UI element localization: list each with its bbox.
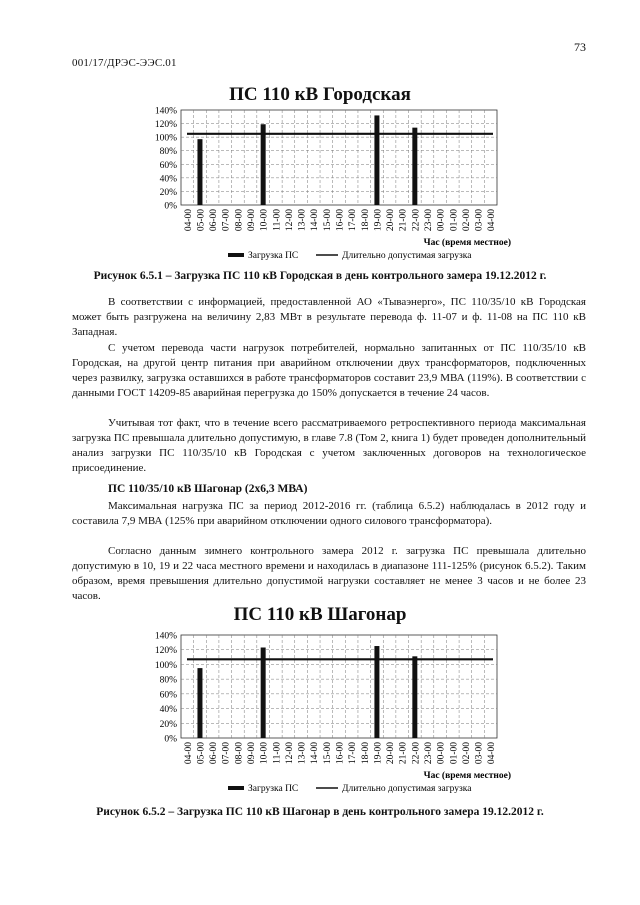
x-tick-label: 07-00 — [221, 209, 232, 232]
x-tick-label: 05-00 — [196, 742, 207, 765]
x-tick-label: 22-00 — [411, 209, 422, 232]
x-tick-label: 13-00 — [297, 742, 308, 765]
x-tick-label: 17-00 — [348, 742, 359, 765]
x-tick-label: 04-00 — [183, 742, 194, 765]
x-tick-label: 02-00 — [461, 742, 472, 765]
x-tick-label: 12-00 — [284, 742, 295, 765]
y-tick-label: 120% — [154, 646, 177, 657]
y-tick-label: 100% — [154, 660, 177, 671]
x-tick-label: 12-00 — [284, 209, 295, 232]
x-tick-label: 06-00 — [209, 209, 220, 232]
y-tick-label: 0% — [164, 734, 177, 745]
y-tick-label: 60% — [159, 690, 177, 701]
x-tick-label: 16-00 — [335, 742, 346, 765]
x-tick-label: 19-00 — [373, 742, 384, 765]
x-tick-label: 23-00 — [423, 742, 434, 765]
y-tick-label: 80% — [159, 675, 177, 686]
x-tick-label: 22-00 — [411, 742, 422, 765]
y-tick-label: 40% — [159, 705, 177, 716]
y-tick-label: 60% — [159, 160, 177, 171]
legend-label-line: Длительно допустимая загрузка — [342, 251, 472, 261]
x-tick-label: 21-00 — [398, 209, 409, 232]
y-tick-label: 100% — [154, 133, 177, 144]
section-heading: ПС 110/35/10 кВ Шагонар (2х6,3 МВА) — [108, 483, 308, 495]
x-tick-label: 05-00 — [196, 209, 207, 232]
x-tick-label: 15-00 — [322, 209, 333, 232]
x-tick-label: 03-00 — [474, 742, 485, 765]
y-tick-label: 20% — [159, 187, 177, 198]
x-tick-label: 21-00 — [398, 742, 409, 765]
x-tick-label: 01-00 — [449, 209, 460, 232]
chart-2-title: ПС 110 кВ Шагонар — [233, 604, 407, 625]
x-tick-label: 18-00 — [360, 209, 371, 232]
page-number: 73 — [574, 40, 586, 54]
x-tick-label: 00-00 — [436, 742, 447, 765]
legend-label-line: Длительно допустимая загрузка — [342, 784, 472, 794]
chart-1-title: ПС 110 кВ Городская — [229, 84, 411, 105]
x-tick-label: 10-00 — [259, 209, 270, 232]
x-tick-label: 20-00 — [386, 209, 397, 232]
y-tick-label: 140% — [154, 631, 177, 642]
x-tick-label: 11-00 — [272, 209, 283, 231]
bar — [197, 668, 202, 738]
x-tick-label: 16-00 — [335, 209, 346, 232]
x-tick-label: 19-00 — [373, 209, 384, 232]
figure-1-caption: Рисунок 6.5.1 – Загрузка ПС 110 кВ Городская в день контрольного замера 19.12.2012 г. — [93, 270, 547, 282]
y-tick-label: 120% — [154, 120, 177, 131]
y-tick-label: 0% — [164, 201, 177, 212]
x-tick-label: 08-00 — [234, 742, 245, 765]
x-tick-label: 10-00 — [259, 742, 270, 765]
y-tick-label: 40% — [159, 174, 177, 185]
x-axis-label: Час (время местное) — [423, 771, 511, 781]
x-tick-label: 07-00 — [221, 742, 232, 765]
legend-swatch-bar — [228, 786, 244, 790]
x-tick-label: 14-00 — [310, 742, 321, 765]
x-tick-label: 17-00 — [348, 209, 359, 232]
x-tick-label: 14-00 — [310, 209, 321, 232]
x-axis-label: Час (время местное) — [423, 238, 511, 248]
x-tick-label: 08-00 — [234, 209, 245, 232]
legend-label-bar: Загрузка ПС — [248, 784, 299, 794]
x-tick-label: 01-00 — [449, 742, 460, 765]
paragraph-1-text: В соответствии с информацией, предоставленной АО «Тываэнерго», ПС 110/35/10 кВ Городская может быть разгружена на величину 2,83 МВт в результате перевода ф. 11-07 и ф. 11-08 на ПС 110 кВ Западная. — [72, 296, 586, 338]
x-tick-label: 04-00 — [487, 209, 498, 232]
x-tick-label: 04-00 — [487, 742, 498, 765]
x-tick-label: 00-00 — [436, 209, 447, 232]
paragraph-3-text: Учитывая тот факт, что в течение всего рассматриваемого ретроспективного периода максимальная загрузка ПС превышала длительно допустимую, в главе 7.8 (Том 2, книга 1) будет проведен дополнительный анализ загрузки ПС 110/35/10 кВ Городская с учетом заключенных договоров на технологическое присоединение. — [72, 417, 586, 474]
paragraph-5-text: Согласно данным зимнего контрольного замера 2012 г. загрузка ПС превышала длительно допустимую в 10, 19 и 22 часа местного времени и находилась в диапазоне 111-125% (рисунок 6.5.2). Таким образом, время превышения длительно допустимой нагрузки составляет не менее 3 часов и не более 23 часов. — [72, 545, 586, 602]
document-code: 001/17/ДРЭС-ЭЭС.01 — [72, 57, 177, 69]
x-tick-label: 18-00 — [360, 742, 371, 765]
x-tick-label: 04-00 — [183, 209, 194, 232]
bar — [412, 656, 417, 738]
plot-area — [181, 635, 497, 738]
x-tick-label: 02-00 — [461, 209, 472, 232]
paragraph-4-text: Максимальная нагрузка ПС за период 2012-2016 гг. (таблица 6.5.2) наблюдалась в 2012 году и составила 7,9 МВА (125% при аварийном отключении одного силового трансформатора). — [72, 500, 586, 527]
y-tick-label: 140% — [154, 106, 177, 117]
x-tick-label: 20-00 — [386, 742, 397, 765]
figure-2-caption: Рисунок 6.5.2 – Загрузка ПС 110 кВ Шагонар в день контрольного замера 19.12.2012 г. — [96, 806, 544, 818]
legend-label-bar: Загрузка ПС — [248, 251, 299, 261]
x-tick-label: 06-00 — [209, 742, 220, 765]
x-tick-label: 09-00 — [247, 742, 258, 765]
x-tick-label: 09-00 — [247, 209, 258, 232]
x-tick-label: 13-00 — [297, 209, 308, 232]
y-tick-label: 80% — [159, 147, 177, 158]
bar — [261, 648, 266, 738]
x-tick-label: 15-00 — [322, 742, 333, 765]
paragraph-2-text: С учетом перевода части нагрузок потребителей, нормально запитанных от ПС 110/35/10 кВ Городская, на другой центр питания при аварийном отключении двух трансформаторов, подключенных через развилку, загрузка оставшихся в работе трансформаторов составит 23,9 МВА (119%). В соответствии с данными ГОСТ 14209-85 аварийная перегрузка до 150% допускается в течение 24 часов. — [72, 342, 586, 399]
x-tick-label: 11-00 — [272, 742, 283, 764]
x-tick-label: 23-00 — [423, 209, 434, 232]
y-tick-label: 20% — [159, 719, 177, 730]
x-tick-label: 03-00 — [474, 209, 485, 232]
